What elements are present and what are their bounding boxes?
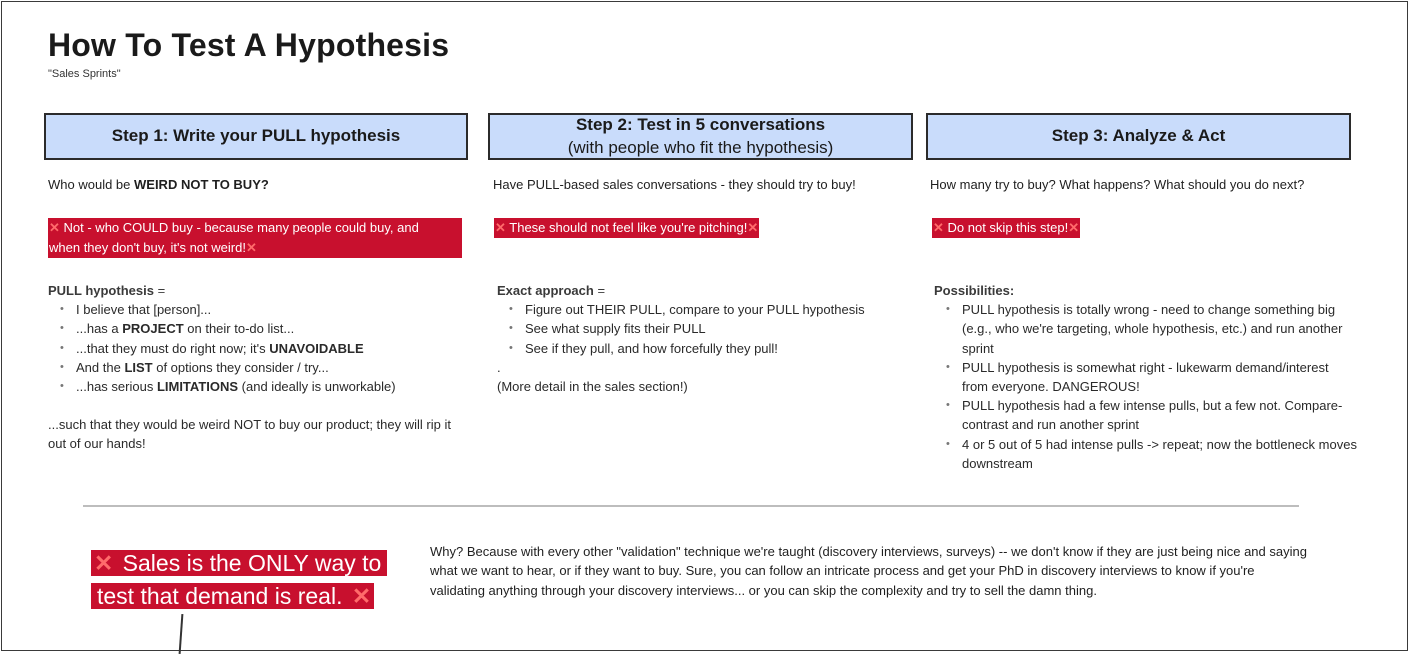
- step1-warning: [48, 218, 462, 258]
- list-item: [76, 300, 468, 319]
- step1-warning-line2: when they don't buy, it's not weird!: [49, 240, 246, 255]
- step1-section-suffix: =: [153, 283, 166, 298]
- step2-body: [497, 281, 917, 396]
- step3-lead: How many try to buy? What happens? What should you do next?: [930, 177, 1305, 192]
- sales-only-callout: [91, 547, 391, 613]
- step3-warning: [932, 218, 1080, 238]
- page-title: How To Test A Hypothesis: [48, 27, 450, 63]
- page-subtitle: "Sales Sprints": [48, 68, 121, 80]
- step2-header-sublabel: (with people who fit the hypothesis): [567, 137, 834, 157]
- step2-lead: Have PULL-based sales conversations - they should try to buy!: [493, 177, 856, 192]
- bullet-emphasis: UNAVOIDABLE: [269, 340, 364, 356]
- callout-text: Sales is the ONLY way to test that demand is real.: [94, 550, 384, 609]
- why-paragraph: Why? Because with every other "validation" technique we're taught (discovery interviews, surveys) -- we don't know if they are just being nice and saying what we want to hear, or if they want to buy. Sure, you can follow an intricate process and get your PhD in discovery interviews to know if you're validating anything through your discovery interviews... or you can skip the complexity and try to sell the damn thing.: [430, 544, 1307, 598]
- step2-warning-text: These should not feel like you're pitching!: [505, 220, 748, 235]
- cross-mark-icon: ✕: [495, 220, 506, 235]
- step3-section-title: Possibilities:: [934, 283, 1015, 298]
- step1-section-title: PULL hypothesis: [48, 283, 154, 298]
- section-divider: [83, 505, 1299, 507]
- step1-bullet-list: [48, 300, 468, 396]
- bullet-text: (and ideally is unworkable): [238, 379, 396, 395]
- step3-header-label: Step 3: Analyze & Act: [1051, 126, 1226, 146]
- bullet-emphasis: LIST: [124, 359, 153, 375]
- step2-note: (More detail in the sales section!): [497, 379, 688, 395]
- cross-mark-icon: ✕: [933, 220, 944, 235]
- step3-body: [934, 281, 1358, 473]
- step1-lead-emphasis: WEIRD NOT TO BUY?: [134, 177, 269, 192]
- step1-closing: ...such that they would be weird NOT to buy our product; they will rip it out of our hands!: [48, 417, 451, 452]
- bullet-text: of options they consider / try...: [152, 359, 329, 375]
- list-item: [76, 358, 468, 377]
- bullet-emphasis: PROJECT: [122, 321, 184, 337]
- step2-section-title: Exact approach: [497, 283, 594, 298]
- cross-mark-icon: ✕: [94, 550, 114, 576]
- list-item: • 4 or 5 out of 5 had intense pulls -> repeat; now the bottleneck moves downstream: [962, 435, 1358, 473]
- bullet-emphasis: LIMITATIONS: [156, 379, 239, 395]
- bullet-text: ...that they must do right now; it's: [76, 340, 270, 356]
- step2-warning: [494, 218, 759, 238]
- cross-mark-icon: ✕: [1068, 220, 1080, 235]
- step1-body: [48, 281, 468, 396]
- bullet-text: And the: [76, 359, 125, 375]
- step3-warning-text: Do not skip this step!: [943, 220, 1069, 235]
- step2-dot: .: [497, 359, 501, 375]
- step1-section-heading: [48, 281, 468, 300]
- list-item: [76, 377, 468, 396]
- step3-bullet-list: [934, 300, 1358, 473]
- list-item: • Figure out THEIR PULL, compare to your PULL hypothesis: [525, 300, 917, 319]
- step1-warning-line1: Not - who COULD buy - because many people could buy, and: [59, 220, 419, 235]
- step2-section-suffix: =: [593, 283, 606, 298]
- step2-header-label: Step 2: Test in 5 conversations: [575, 115, 826, 135]
- step1-lead: [48, 177, 269, 192]
- cross-mark-icon: ✕: [49, 220, 60, 235]
- step3-header: [926, 113, 1351, 160]
- cross-mark-icon: ✕: [351, 583, 372, 609]
- step1-header-label: Step 1: Write your PULL hypothesis: [111, 126, 401, 146]
- step1-header: [44, 113, 468, 160]
- cross-mark-icon: ✕: [747, 220, 759, 235]
- step2-bullet-list: [497, 300, 917, 358]
- bullet-text: ...has a: [76, 321, 123, 337]
- cross-mark-icon: ✕: [245, 240, 257, 255]
- list-item: • PULL hypothesis is totally wrong - need to change something big (e.g., who we're targeting, whole hypothesis, etc.) and run another sprint: [962, 300, 1358, 358]
- step2-section-heading: [497, 281, 917, 300]
- list-item: • PULL hypothesis is somewhat right - lukewarm demand/interest from everyone. DANGEROUS!: [962, 358, 1358, 396]
- list-item: • See if they pull, and how forcefully they pull!: [525, 339, 917, 358]
- list-item: • See what supply fits their PULL: [525, 319, 917, 338]
- bullet-text: on their to-do list...: [183, 321, 295, 337]
- bullet-text: ...has serious: [76, 379, 157, 395]
- step1-lead-text: Who would be: [48, 177, 134, 192]
- list-item: [76, 339, 468, 358]
- step2-header: [488, 113, 913, 160]
- bullet-text: I believe that [person]...: [76, 302, 212, 318]
- list-item: • PULL hypothesis had a few intense pulls, but a few not. Compare-contrast and run another sprint: [962, 396, 1358, 434]
- list-item: [76, 319, 468, 338]
